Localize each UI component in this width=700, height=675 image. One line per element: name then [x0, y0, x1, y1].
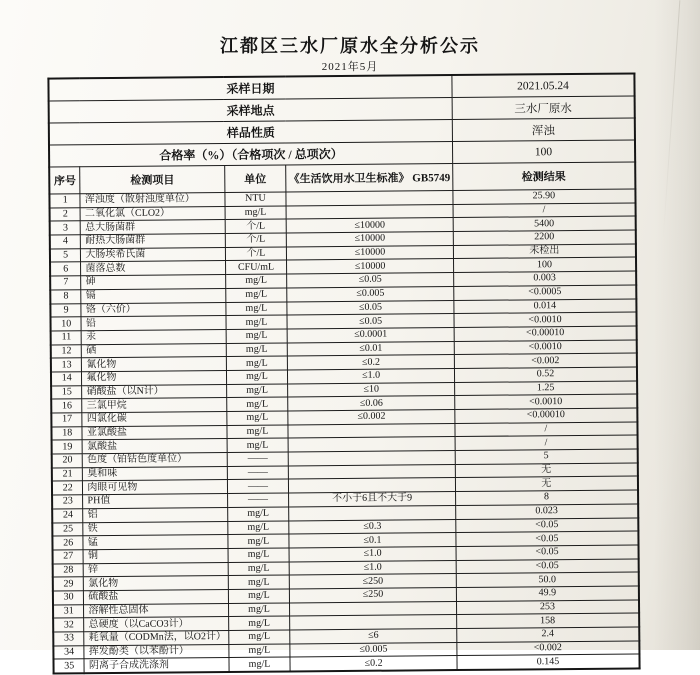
cell-unit: mg/L [227, 425, 289, 439]
cell-result: 1.25 [454, 381, 637, 396]
cell-seq: 11 [51, 331, 82, 345]
cell-standard: ≤0.1 [289, 533, 456, 548]
header-result: 检测结果 [453, 162, 636, 191]
cell-item: 氰化物 [82, 357, 226, 372]
cell-result: <0.002 [454, 353, 637, 368]
cell-result: 0.014 [454, 298, 637, 313]
cell-result: / [455, 435, 638, 450]
cell-item: 挥发酚类（以苯酚计） [84, 644, 228, 659]
cell-standard [289, 464, 456, 479]
info-value-pass-rate: 100 [452, 140, 635, 164]
cell-seq: 24 [52, 509, 83, 523]
cell-seq: 22 [52, 481, 83, 495]
info-section [48, 73, 635, 194]
info-value-sampling-location: 三水厂原水 [452, 96, 635, 120]
cell-standard: ≤0.005 [287, 286, 454, 301]
cell-result: 无 [455, 476, 638, 491]
cell-standard: 不小于6且不大于9 [289, 492, 456, 507]
cell-result: 158 [457, 613, 640, 628]
cell-standard: ≤1.0 [288, 368, 455, 383]
cell-item: 总硬度（以CaCO3计） [84, 617, 228, 632]
cell-item: 二氧化氯（CLO2） [80, 206, 224, 221]
cell-item: 硝酸盐（以N计） [82, 384, 226, 399]
cell-result: <0.05 [456, 545, 639, 560]
cell-standard: ≤0.002 [288, 410, 455, 425]
cell-item: 亚氯酸盐 [82, 425, 226, 440]
cell-item: 镉 [81, 288, 225, 303]
cell-unit: mg/L [228, 589, 290, 603]
header-unit: 单位 [224, 165, 286, 193]
cell-unit: mg/L [229, 657, 291, 672]
cell-seq: 14 [51, 372, 82, 386]
cell-item: 浑浊度（散射浊度单位） [80, 193, 224, 208]
cell-item: 硫酸盐 [84, 589, 228, 604]
cell-unit: 个/L [225, 233, 287, 247]
cell-seq: 2 [50, 207, 81, 221]
cell-standard: ≤0.3 [289, 519, 456, 534]
cell-standard: ≤0.06 [288, 396, 455, 411]
cell-standard: ≤0.2 [290, 656, 457, 672]
cell-item: 大肠埃希氏菌 [81, 247, 225, 262]
cell-seq: 20 [52, 454, 83, 468]
cell-seq: 27 [53, 550, 84, 564]
cell-unit: mg/L [225, 274, 287, 288]
cell-item: 铬（六价） [81, 302, 225, 317]
cell-result: <0.0005 [454, 285, 637, 300]
cell-unit: —— [227, 452, 289, 466]
cell-result: 无 [455, 463, 638, 478]
cell-result: 25.90 [453, 189, 636, 204]
cell-unit: 个/L [225, 247, 287, 261]
cell-unit: —— [227, 466, 289, 480]
cell-item: 氯酸盐 [82, 439, 226, 454]
cell-unit: 个/L [225, 219, 287, 233]
cell-result: 5400 [453, 216, 636, 231]
cell-seq: 34 [53, 645, 84, 659]
cell-standard: ≤0.05 [287, 314, 454, 329]
cell-unit: mg/L [228, 562, 290, 576]
document-title: 江都区三水厂原水全分析公示 [220, 36, 480, 56]
cell-item: 氟化物 [82, 370, 226, 385]
cell-seq: 21 [52, 468, 83, 482]
cell-seq: 18 [51, 426, 82, 440]
cell-item: 汞 [82, 329, 226, 344]
info-label-sampling-date: 采样日期 [48, 75, 452, 101]
cell-item: 锰 [83, 535, 227, 550]
cell-standard [286, 191, 453, 206]
cell-item: 铁 [83, 521, 227, 536]
cell-standard: ≤1.0 [289, 560, 456, 575]
cell-item: 硒 [82, 343, 226, 358]
cell-unit: mg/L [226, 397, 288, 411]
cell-unit: mg/L [226, 411, 288, 425]
cell-seq: 13 [51, 358, 82, 372]
header-item: 检测项目 [80, 166, 224, 194]
cell-standard: ≤0.2 [288, 355, 455, 370]
cell-seq: 7 [50, 276, 81, 290]
cell-unit: mg/L [227, 520, 289, 534]
cell-result: <0.0010 [454, 312, 637, 327]
cell-standard [289, 478, 456, 493]
cell-item: 铝 [83, 507, 227, 522]
cell-unit: CFU/mL [225, 260, 287, 274]
cell-seq: 25 [52, 522, 83, 536]
cell-unit: mg/L [227, 438, 289, 452]
cell-seq: 29 [53, 577, 84, 591]
cell-result: / [453, 203, 636, 218]
cell-result: / [455, 422, 638, 437]
cell-seq: 23 [52, 495, 83, 509]
cell-unit: mg/L [226, 384, 288, 398]
cell-result: 50.0 [456, 572, 639, 587]
cell-result: 8 [455, 490, 638, 505]
cell-seq: 3 [50, 221, 81, 235]
cell-seq: 10 [50, 317, 81, 331]
cell-result: 0.003 [454, 271, 637, 286]
cell-result: 0.145 [457, 654, 640, 670]
cell-result: <0.0010 [455, 394, 638, 409]
cell-seq: 8 [50, 290, 81, 304]
cell-result: <0.002 [457, 641, 640, 656]
cell-seq: 15 [51, 385, 82, 399]
cell-item: 臭和味 [83, 466, 227, 481]
cell-standard: ≤0.05 [287, 300, 454, 315]
cell-seq: 1 [49, 194, 80, 208]
cell-item: 菌落总数 [81, 261, 225, 276]
cell-item: 色度（铂钴色度单位） [83, 453, 227, 468]
cell-unit: mg/L [225, 288, 287, 302]
cell-unit: mg/L [226, 329, 288, 343]
cell-unit: mg/L [226, 315, 288, 329]
cell-result: <0.00010 [454, 326, 637, 341]
info-label-pass-rate: 合格率（%）（合格项次 / 总项次） [49, 142, 453, 168]
cell-unit: mg/L [228, 575, 290, 589]
cell-seq: 12 [51, 344, 82, 358]
cell-result: <0.05 [456, 558, 639, 573]
cell-standard [290, 601, 457, 616]
cell-standard: ≤10000 [286, 218, 453, 233]
cell-standard [288, 423, 455, 438]
cell-result: 5 [455, 449, 638, 464]
water-analysis-table [47, 72, 640, 674]
cell-item: 阴离子合成洗涤剂 [84, 658, 228, 673]
cell-result: <0.00010 [455, 408, 638, 423]
cell-seq: 17 [51, 413, 82, 427]
cell-standard [289, 505, 456, 520]
info-value-sampling-date: 2021.05.24 [452, 73, 635, 97]
cell-unit: mg/L [226, 356, 288, 370]
cell-standard: ≤6 [290, 629, 457, 644]
cell-result: <0.05 [456, 517, 639, 532]
cell-item: 氯化物 [84, 576, 228, 591]
cell-result: 2200 [453, 230, 636, 245]
cell-unit: mg/L [228, 534, 290, 548]
cell-standard [286, 204, 453, 219]
cell-seq: 4 [50, 235, 81, 249]
cell-unit: mg/L [228, 548, 290, 562]
header-seq: 序号 [49, 167, 80, 194]
cell-item: 耗氧量（CODMn法，以O2计） [84, 631, 228, 646]
cell-result: 0.52 [454, 367, 637, 382]
cell-item: 总大肠菌群 [81, 220, 225, 235]
cell-result: <0.0010 [454, 340, 637, 355]
info-label-sampling-location: 采样地点 [49, 98, 453, 124]
cell-seq: 16 [51, 399, 82, 413]
cell-item: 铅 [81, 316, 225, 331]
cell-unit: mg/L [226, 343, 288, 357]
cell-result: 253 [456, 600, 639, 615]
cell-unit: mg/L [226, 301, 288, 315]
cell-item: 耐热大肠菌群 [81, 234, 225, 249]
cell-seq: 33 [53, 632, 84, 646]
info-value-sample-nature: 浑浊 [452, 118, 635, 142]
cell-standard [290, 615, 457, 630]
cell-standard: ≤0.005 [290, 642, 457, 657]
analysis-table [47, 72, 640, 674]
cell-standard: ≤0.01 [287, 341, 454, 356]
cell-seq: 6 [50, 262, 81, 276]
cell-item: 锌 [84, 562, 228, 577]
cell-standard: ≤0.05 [287, 273, 454, 288]
cell-standard: ≤1.0 [289, 546, 456, 561]
cell-result: 100 [453, 257, 636, 272]
cell-unit: mg/L [227, 507, 289, 521]
cell-standard: ≤10000 [287, 245, 454, 260]
cell-standard: ≤10000 [287, 259, 454, 274]
cell-seq: 26 [52, 536, 83, 550]
cell-seq: 31 [53, 604, 84, 618]
cell-standard: ≤0.0001 [287, 327, 454, 342]
cell-unit: mg/L [225, 206, 287, 220]
cell-unit: mg/L [228, 630, 290, 644]
cell-seq: 19 [52, 440, 83, 454]
cell-unit: —— [227, 493, 289, 507]
cell-seq: 28 [53, 563, 84, 577]
cell-result: 0.023 [456, 504, 639, 519]
header-standard: 《生活饮用水卫生标准》 GB5749 [286, 164, 453, 192]
cell-seq: 5 [50, 249, 81, 263]
cell-seq: 35 [53, 659, 84, 673]
cell-standard: ≤10000 [287, 232, 454, 247]
cell-item: 溶解性总固体 [84, 603, 228, 618]
cell-result: 49.9 [456, 586, 639, 601]
cell-item: 三氯甲烷 [82, 398, 226, 413]
cell-unit: NTU [225, 192, 287, 206]
cell-standard [288, 451, 455, 466]
document-period: 2021年5月 [321, 61, 379, 73]
cell-unit: mg/L [229, 644, 291, 658]
cell-item: 四氯化碳 [82, 412, 226, 427]
cell-seq: 32 [53, 618, 84, 632]
cell-unit: mg/L [228, 603, 290, 617]
cell-seq: 9 [50, 303, 81, 317]
cell-unit: mg/L [226, 370, 288, 384]
cell-result: 2.4 [457, 627, 640, 642]
data-rows-section [49, 189, 639, 674]
cell-item: 肉眼可见物 [83, 480, 227, 495]
info-label-sample-nature: 样品性质 [49, 120, 453, 146]
cell-standard: ≤10 [288, 382, 455, 397]
cell-item: PH值 [83, 494, 227, 509]
cell-standard: ≤250 [290, 587, 457, 602]
cell-unit: mg/L [228, 616, 290, 630]
cell-standard: ≤250 [289, 574, 456, 589]
cell-item: 铜 [83, 548, 227, 563]
cell-item: 砷 [81, 275, 225, 290]
cell-unit: —— [227, 479, 289, 493]
cell-seq: 30 [53, 591, 84, 605]
cell-result: <0.05 [456, 531, 639, 546]
cell-result: 未检出 [453, 244, 636, 259]
cell-standard [288, 437, 455, 452]
